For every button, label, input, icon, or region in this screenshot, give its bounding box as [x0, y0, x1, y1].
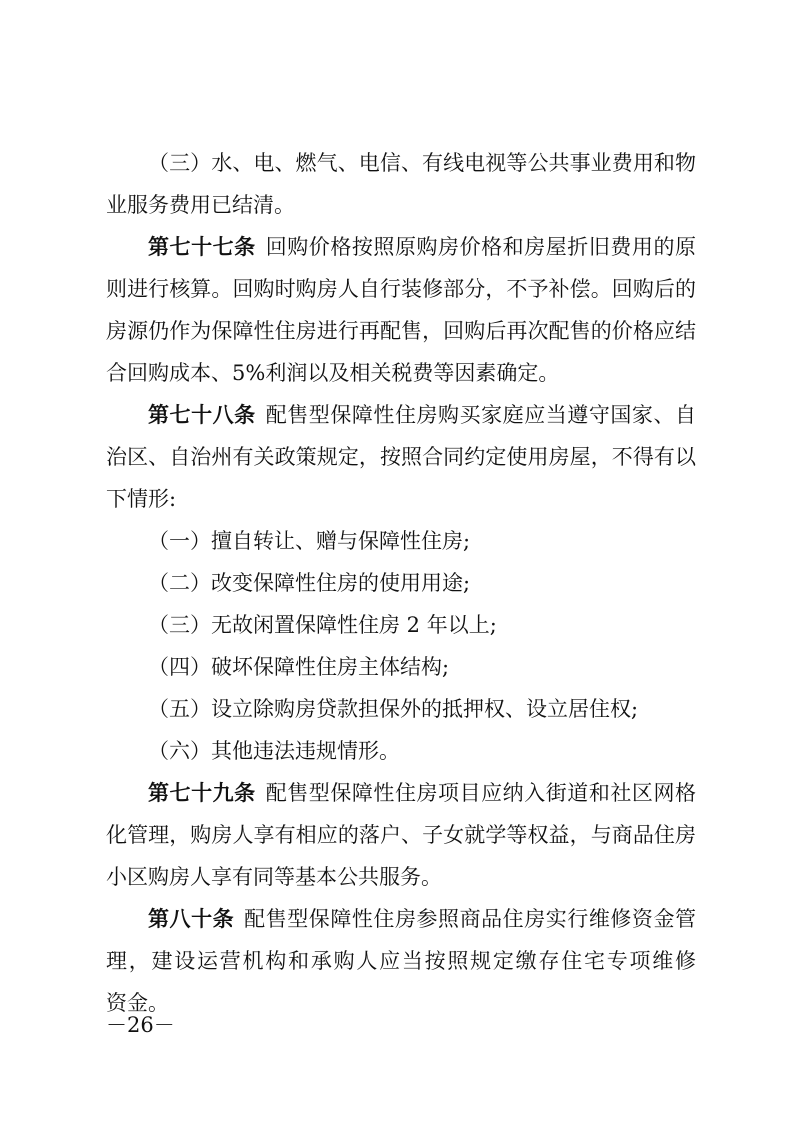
paragraph-line: 合回购成本、5%利润以及相关税费等因素确定。	[106, 361, 560, 385]
list-item: （六）其他违法违规情形。	[148, 739, 400, 763]
paragraph-line-text: 配售型保障性住房参照商品住房实行维修资金管	[244, 907, 696, 931]
article-heading: 第七十七条	[148, 235, 256, 259]
paragraph-line: （三）水、电、燃气、电信、有线电视等公共事业费用和物	[148, 151, 696, 175]
article-heading: 第七十八条	[148, 403, 256, 427]
list-item: （三）无故闲置保障性住房 2 年以上;	[148, 613, 497, 637]
list-item: （二）改变保障性住房的使用用途;	[148, 571, 471, 595]
paragraph-line: 资金。	[106, 991, 169, 1015]
paragraph-line-text: 配售型保障性住房项目应纳入街道和社区网格	[265, 781, 696, 805]
paragraph-line: 下情形:	[106, 487, 177, 511]
list-item: （一）擅自转让、赠与保障性住房;	[148, 529, 471, 553]
article-80-first-line	[148, 904, 696, 934]
paragraph-line: 治区、自治州有关政策规定，按照合同约定使用房屋，不得有以	[106, 445, 696, 469]
paragraph-line: 小区购房人享有同等基本公共服务。	[106, 865, 442, 889]
paragraph-line: 房源仍作为保障性住房进行再配售，回购后再次配售的价格应结	[106, 319, 696, 343]
paragraph-line: 则进行核算。回购时购房人自行装修部分，不予补偿。回购后的	[106, 277, 696, 301]
article-77-first-line	[148, 232, 696, 262]
article-78-first-line	[148, 400, 696, 430]
paragraph-line: 业服务费用已结清。	[106, 193, 295, 217]
paragraph-line: 化管理，购房人享有相应的落户、子女就学等权益，与商品住房	[106, 823, 696, 847]
article-79-first-line	[148, 778, 696, 808]
article-heading: 第七十九条	[148, 781, 256, 805]
paragraph-line-text: 配售型保障性住房购买家庭应当遵守国家、自	[265, 403, 696, 427]
paragraph-line-text: 回购价格按照原购房价格和房屋折旧费用的原	[265, 235, 696, 259]
article-heading: 第八十条	[148, 907, 235, 931]
list-item: （四）破坏保障性住房主体结构;	[148, 655, 450, 679]
list-item: （五）设立除购房贷款担保外的抵押权、设立居住权;	[148, 697, 639, 721]
paragraph-line: 理，建设运营机构和承购人应当按照规定缴存住宅专项维修	[106, 949, 696, 973]
page-number: －26－	[106, 1013, 175, 1037]
